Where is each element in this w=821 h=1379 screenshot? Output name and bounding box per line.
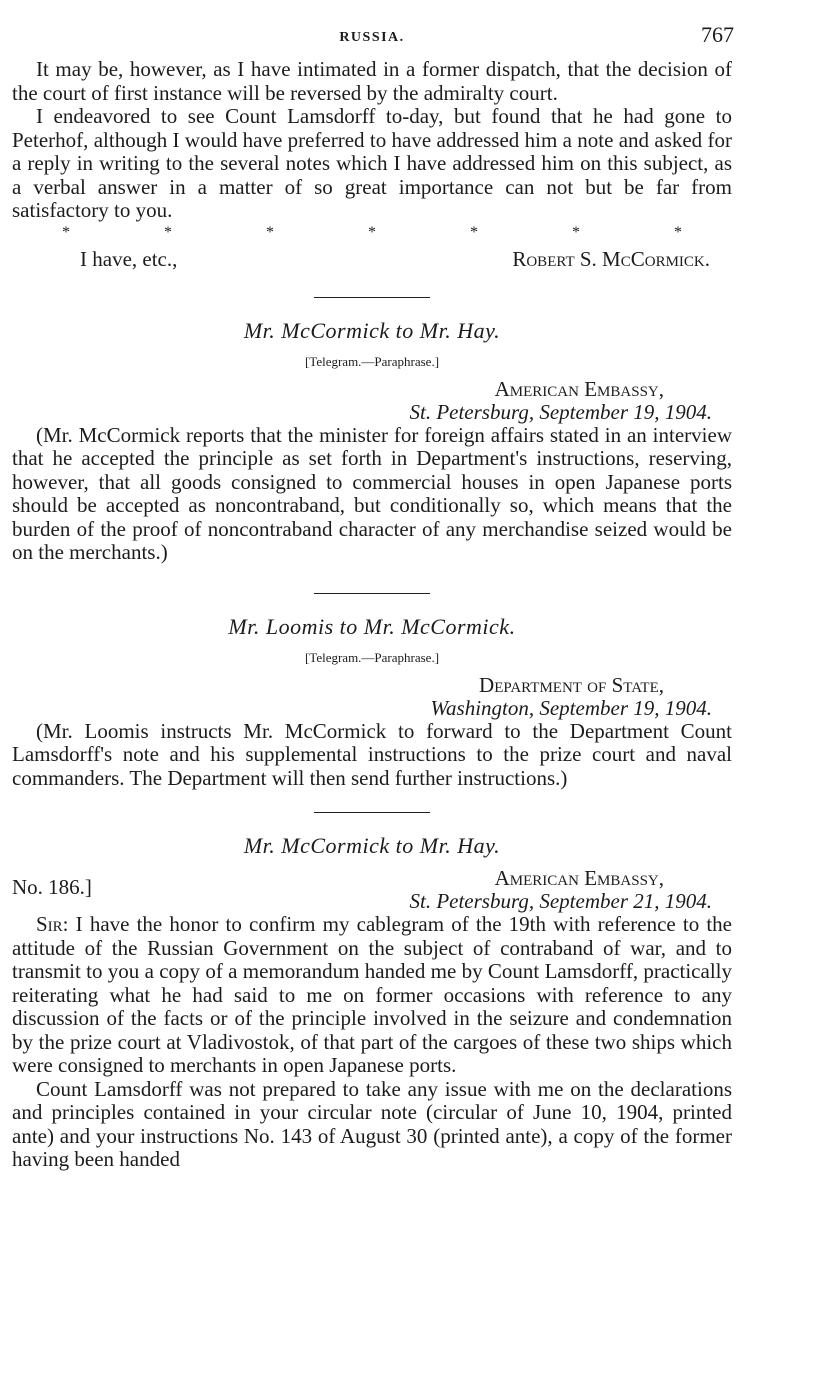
asterisk: * [572,223,580,241]
ellipsis-asterisks [12,225,732,241]
dateline-place: Department of State, [479,672,664,697]
salutation: Sir: [36,912,69,936]
section-heading: Mr. McCormick to Mr. Hay. [243,317,501,343]
asterisk: * [62,223,70,241]
paragraph: Count Lamsdorff was not prepared to take any issue with me on the declarations and principles contained in your circular note (circular of June 10, 1904, printed ante) and your instructions No. 143 of August 30 (printed ante), a copy of the former having been handed [12,1076,732,1171]
section-divider [314,812,430,813]
telegram-section [12,318,732,565]
dispatch-number: No. 186.] [12,875,92,899]
section-divider [314,593,430,594]
asterisk: * [674,223,682,241]
paragraph: (Mr. Loomis instructs Mr. McCormick to forward to the Department Count Lamsdorff's note and his supplemental instructions to the prize court and naval commanders. The Department will then send further instructions.) [12,718,732,790]
dateline [12,378,732,424]
letter-continuation [12,58,732,275]
dateline-place: American Embassy, [494,376,664,401]
dateline [12,674,732,720]
closing [12,241,732,275]
closing-phrase: I have, etc., [80,246,178,271]
asterisk: * [266,223,274,241]
section-heading: Mr. McCormick to Mr. Hay. [243,833,501,858]
section-heading: Mr. Loomis to Mr. McCormick. [228,613,516,639]
dateline-date: Washington, September 19, 1904. [430,695,712,720]
paragraph: I endeavored to see Count Lamsdorff to-day, but found that he had gone to Peterhof, although I would have preferred to have addressed him a note and asked for a reply in writing to the several notes which I have addressed him on this subject, as a verbal answer in a matter of so great importance can not but be far from satisfactory to you. [12,104,732,222]
telegram-section [12,614,732,791]
paragraph: (Mr. McCormick reports that the minister for foreign affairs stated in an interview that he accepted the principle as set forth in Department's instructions, reserving, however, that all goods consigned to commercial houses in open Japanese ports should be accepted as noncontraband, but conditionally so, which means that the burden of the proof of noncontraband character of any merchandise seized would be on the merchants.) [12,422,732,564]
asterisk: * [470,223,478,241]
document-page [12,18,732,1172]
asterisk: * [368,223,376,241]
telegram-note: [Telegram.—Paraphrase.] [304,353,440,369]
signature: Robert S. McCormick. [512,246,710,271]
telegram-note: [Telegram.—Paraphrase.] [304,649,440,665]
paragraph-text: I have the honor to confirm my cablegram of the 19th with reference to the attitude of the Russian Government on the subject of contraband of war, and to transmit to you a copy of a memorandum handed me by Count Lamsdorff, practically reiterating what he had said to me on former occasions with reference to any discussion of the facts or of the principle involved in the seizure and condemnation by the prize court at Vladivostok, of that part of the cargoes of these two ships which were consigned to merchants in open Japanese ports. [12,912,733,1077]
dateline [12,867,732,913]
paragraph: It may be, however, as I have intimated in a former dispatch, that the decision of the court of first instance will be reversed by the admiralty court. [12,57,732,105]
asterisk: * [164,223,172,241]
letter-section [12,833,732,1172]
running-head-title: RUSSIA. [339,30,405,45]
letter-header [12,867,732,913]
dateline-date: St. Petersburg, September 21, 1904. [409,889,712,913]
dateline-place: American Embassy, [494,866,664,890]
page-number: 767 [701,22,734,47]
dateline-date: St. Petersburg, September 19, 1904. [409,399,712,424]
running-head [12,18,732,58]
paragraph [12,913,732,1078]
section-divider [314,297,430,298]
